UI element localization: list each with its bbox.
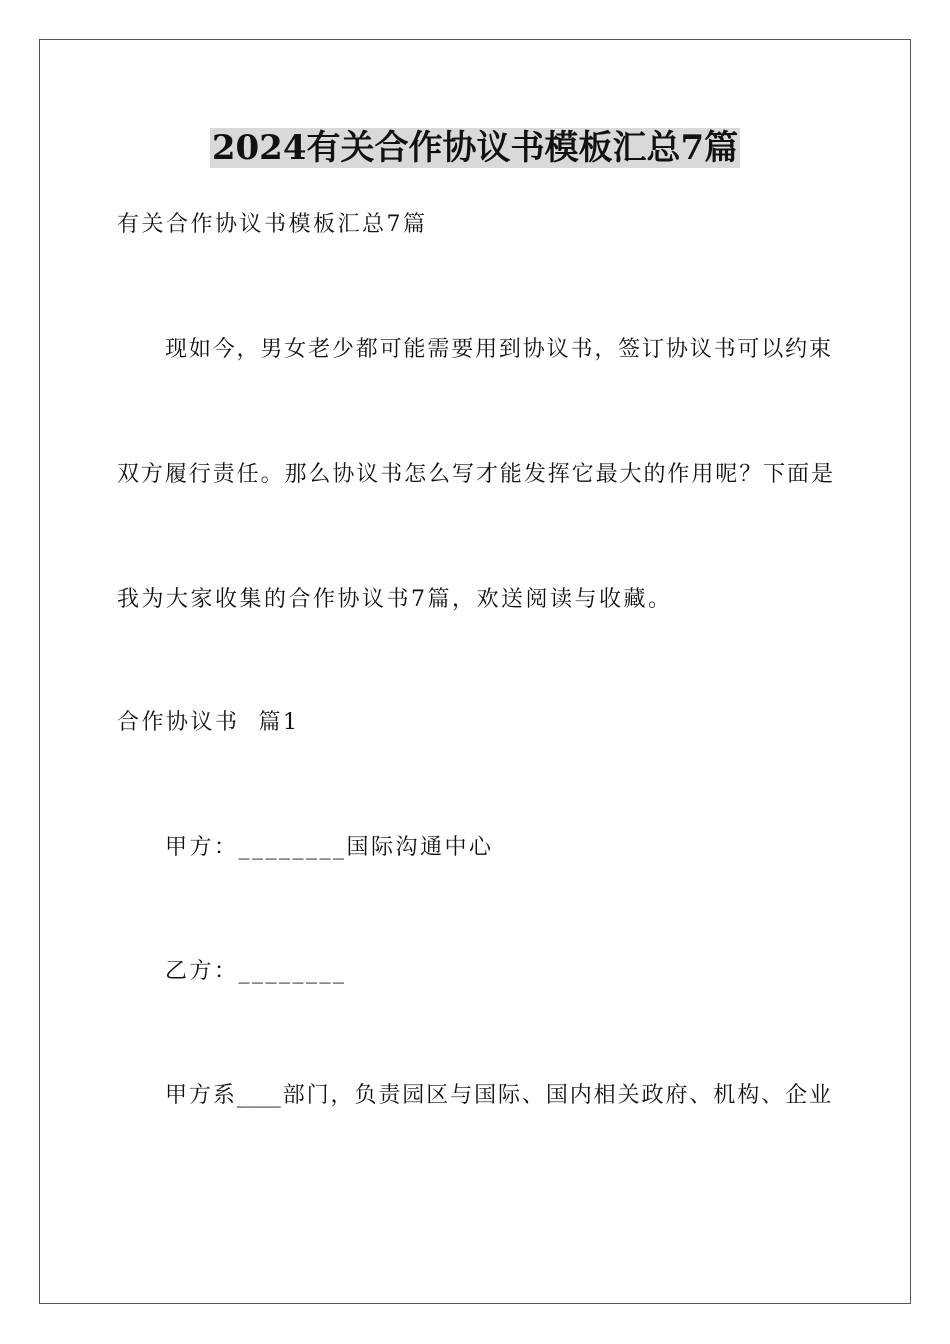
clause-paragraph-line-1: 甲方系____部门，负责园区与国际、国内相关政府、机构、企业 xyxy=(165,1083,831,1108)
section-heading: 合作协议书 篇1 xyxy=(117,710,300,735)
document-title xyxy=(0,128,950,168)
party-b-line: 乙方：________ xyxy=(165,959,347,984)
document-title-text: 2024有关合作协议书模板汇总7篇 xyxy=(211,128,739,168)
party-a-line: 甲方：________国际沟通中心 xyxy=(165,835,494,860)
intro-paragraph-line-1: 现如今，男女老少都可能需要用到协议书，签订协议书可以约束 xyxy=(165,337,831,362)
intro-paragraph-line-3: 我为大家收集的合作协议书7篇，欢送阅读与收藏。 xyxy=(117,587,673,612)
document-subtitle: 有关合作协议书模板汇总7篇 xyxy=(117,212,428,237)
intro-paragraph-line-2: 双方履行责任。那么协议书怎么写才能发挥它最大的作用呢？下面是 xyxy=(117,462,833,487)
